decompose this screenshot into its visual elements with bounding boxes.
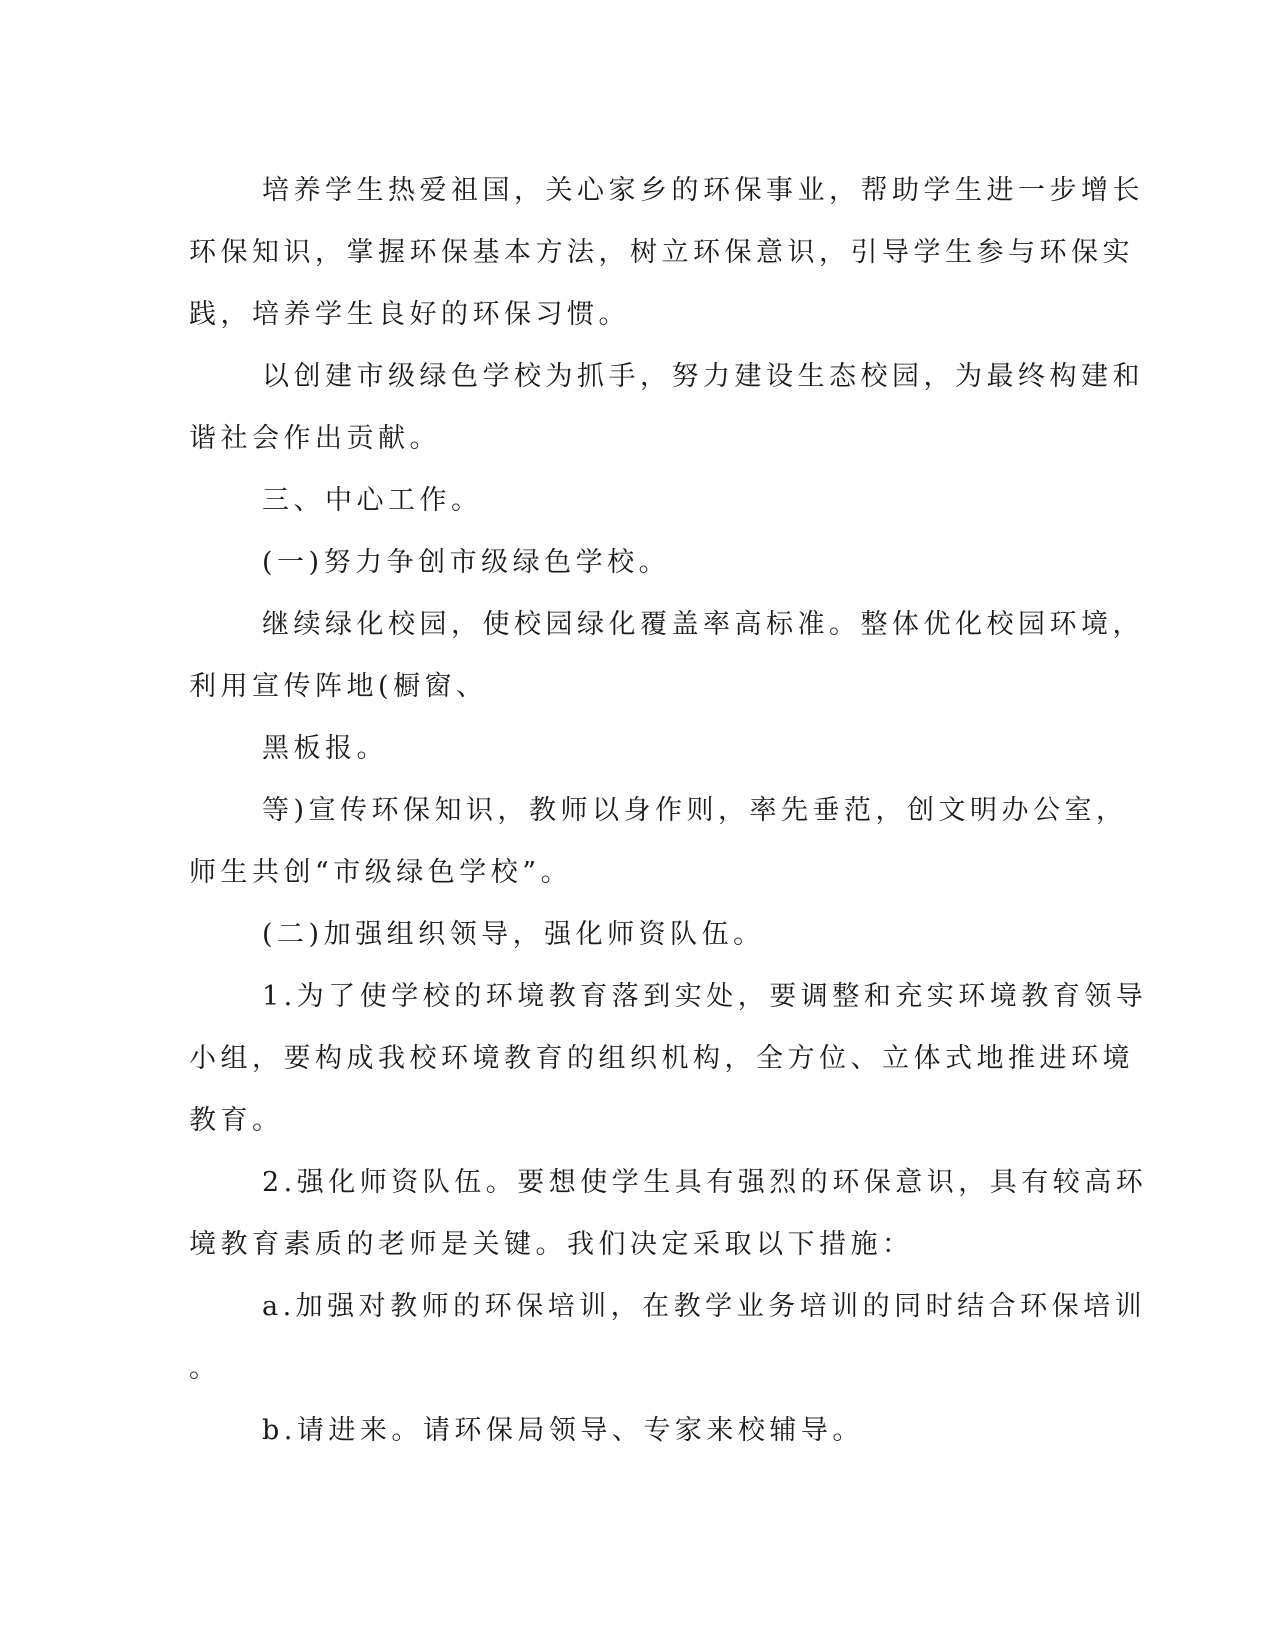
text-line: 继续绿化校园，使校园绿化覆盖率高标准。整体优化校园环境， <box>262 609 1144 640</box>
text-line: 师生共创“市级绿色学校”。 <box>189 857 573 888</box>
text-line: 利用宣传阵地(橱窗、 <box>189 671 488 702</box>
text-line: 培养学生热爱祖国，关心家乡的环保事业，帮助学生进一步增长 <box>262 175 1144 206</box>
subsection-heading-green-school <box>189 532 1079 594</box>
paragraph-publicity <box>189 780 1128 904</box>
paragraph-green-school-goal <box>189 346 1144 470</box>
text-line: (一)努力争创市级绿色学校。 <box>262 547 671 578</box>
text-line: 践，培养学生良好的环保习惯。 <box>189 299 630 330</box>
text-line: (二)加强组织领导，强化师资队伍。 <box>262 919 765 950</box>
paragraph-item-1 <box>189 966 1148 1152</box>
document-body <box>189 160 1148 1462</box>
section-heading-core-work <box>189 470 1079 532</box>
paragraph-item-a <box>189 1276 1147 1400</box>
paragraph-blackboard <box>189 718 1079 780</box>
paragraph-item-2 <box>189 1152 1148 1276</box>
text-line: 黑板报。 <box>262 733 388 764</box>
text-line: 。 <box>189 1353 221 1384</box>
text-line: 境教育素质的老师是关键。我们决定采取以下措施： <box>189 1229 914 1260</box>
paragraph-campus-greening <box>189 594 1144 718</box>
text-line: 小组，要构成我校环境教育的组织机构，全方位、立体式地推进环境 <box>189 1043 1134 1074</box>
paragraph-item-b <box>189 1400 1079 1462</box>
text-line: 2.强化师资队伍。要想使学生具有强烈的环保意识，具有较高环 <box>262 1167 1148 1198</box>
text-line: 等)宣传环保知识，教师以身作则，率先垂范，创文明办公室， <box>262 795 1128 826</box>
text-line: 1.为了使学校的环境教育落到实处，要调整和充实环境教育领导 <box>262 981 1148 1012</box>
text-line: 以创建市级绿色学校为抓手，努力建设生态校园，为最终构建和 <box>262 361 1144 392</box>
subsection-heading-leadership <box>189 904 1079 966</box>
text-line: a.加强对教师的环保培训，在教学业务培训的同时结合环保培训 <box>262 1291 1147 1322</box>
text-line: 谐社会作出贡献。 <box>189 423 441 454</box>
text-line: 环保知识，掌握环保基本方法，树立环保意识，引导学生参与环保实 <box>189 237 1134 268</box>
text-line: 教育。 <box>189 1105 284 1136</box>
paragraph-environmental-education-goals <box>189 160 1144 346</box>
text-line: b.请进来。请环保局领导、专家来校辅导。 <box>262 1415 864 1446</box>
text-line: 三、中心工作。 <box>262 485 483 516</box>
